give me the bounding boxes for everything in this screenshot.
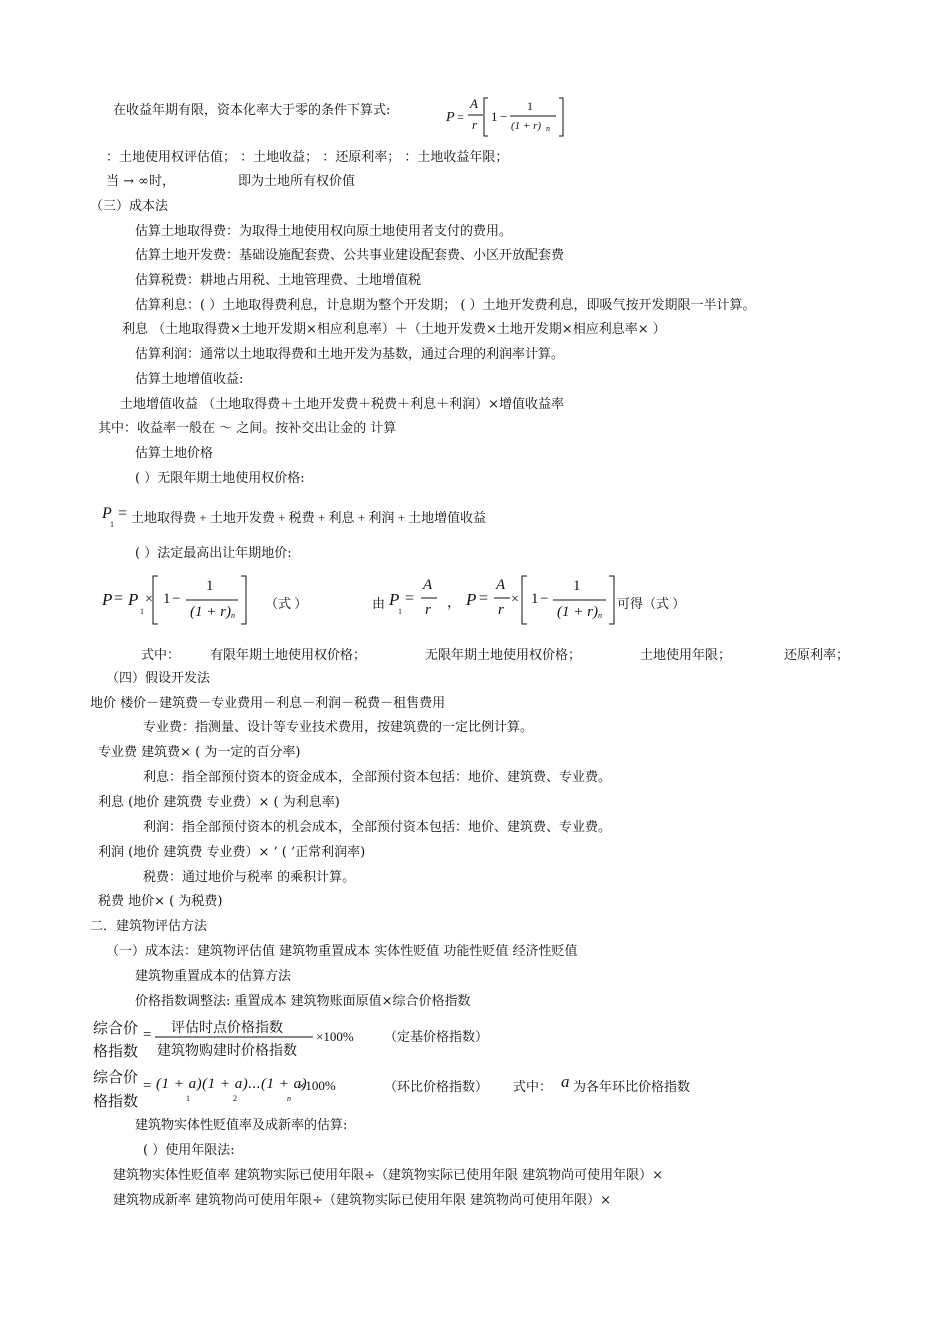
line-8: 估算利息：( ）土地取得费利息，计息期为整个开发期； ( ）土地开发费利息，即吸气按开发期限一半计算。 <box>135 298 756 313</box>
section-building: 二．建筑物评估方法 <box>90 919 208 934</box>
line-19: 地价 楼价－建筑费－专业费用－利息－利润－税费－租售费用 <box>90 696 446 711</box>
line-27: 税费 地价× ( 为税费) <box>98 894 223 909</box>
line-23: 利息 (地价 建筑费 专业费）× ( 为利息率) <box>98 795 340 810</box>
line-12: 土地增值收益 （土地取得费＋土地开发费＋税费＋利息＋利润）×增值收益率 <box>120 397 565 412</box>
line-16: ( ）法定最高出让年期地价: <box>135 546 292 561</box>
line-29: （一）成本法：建筑物评估值 建筑物重置成本 实体性贬值 功能性贬值 经济性贬值 <box>106 944 578 959</box>
line-36: 建筑物实体性贬值率 建筑物实际已使用年限÷（建筑物实际已使用年限 建筑物尚可使用年限）× <box>113 1168 664 1183</box>
line-3b: 即为土地所有权价值 <box>238 174 356 189</box>
line-6: 估算土地开发费：基础设施配套费、公共事业建设配套费、小区开放配套费 <box>135 248 565 263</box>
line-17c: 无限年期土地使用权价格； <box>425 648 582 663</box>
line-35: ( ）使用年限法: <box>143 1143 235 1158</box>
line-17d: 土地使用年限； <box>640 648 732 663</box>
line-37: 建筑物成新率 建筑物尚可使用年限÷（建筑物实际已使用年限 建筑物尚可使用年限）× <box>113 1193 612 1208</box>
line-14: 估算土地价格 <box>135 446 214 461</box>
line-10: 估算利润：通常以土地取得费和土地开发为基数，通过合理的利润率计算。 <box>135 347 565 362</box>
line-1: 在收益年期有限，资本化率大于零的条件下算式: <box>113 103 391 118</box>
line-24: 利润：指全部预付资本的机会成本，全部预付资本包括：地价、建筑费、专业费。 <box>143 820 612 835</box>
line-26: 税费：通过地价与税率 的乘积计算。 <box>143 870 356 885</box>
line-30: 建筑物重置成本的估算方法 <box>135 969 292 984</box>
line-31: 价格指数调整法: 重置成本 建筑物账面原值×综合价格指数 <box>135 994 471 1009</box>
line-15: ( ）无限年期土地使用权价格: <box>135 471 305 486</box>
line-25: 利润 (地价 建筑费 专业费）× ’ ( ’正常利润率) <box>98 845 366 860</box>
line-21: 专业费 建筑费× ( 为一定的百分率) <box>98 745 301 760</box>
line-5: 估算土地取得费：为取得土地使用权向原土地使用者支付的费用。 <box>135 224 513 239</box>
line-3a: 当 → ∞时， <box>106 174 175 189</box>
line-9: 利息 （土地取得费×土地开发期×相应利息率）＋（土地开发费×土地开发期×相应利息率× ） <box>122 322 666 337</box>
section-cost-method: （三）成本法 <box>90 199 169 214</box>
line-13: 其中：收益率一般在 ～ 之间。按补交出让金的 计算 <box>98 421 397 436</box>
line-11: 估算土地增值收益: <box>135 372 244 387</box>
line-7: 估算税费：耕地占用税、土地管理费、土地增值税 <box>135 273 422 288</box>
line-17e: 还原利率； <box>784 648 850 663</box>
line-17b: 有限年期土地使用权价格； <box>210 648 367 663</box>
line-2: ：土地使用权评估值； ：土地收益； ：还原利率； ：土地收益年限； <box>106 150 509 165</box>
line-20: 专业费：指测量、设计等专业技术费用，按建筑费的一定比例计算。 <box>143 720 534 735</box>
section-hypothetical: （四）假设开发法 <box>106 671 211 686</box>
line-17a: 式中： <box>141 648 181 663</box>
line-22: 利息：指全部预付资本的资金成本，全部预付资本包括：地价、建筑费、专业费。 <box>143 770 612 785</box>
line-34: 建筑物实体性贬值率及成新率的估算: <box>135 1118 348 1133</box>
